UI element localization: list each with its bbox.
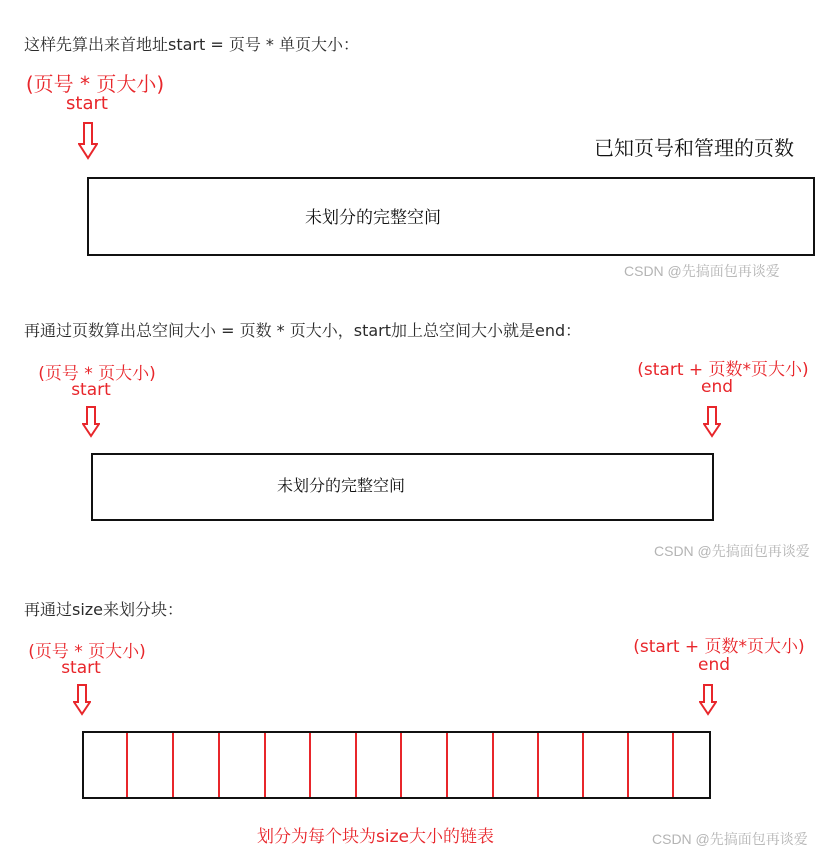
block-divider [218, 733, 220, 797]
partitioned-blocks-box [82, 731, 711, 799]
unpartitioned-space-box [87, 177, 815, 256]
section2-end-formula: (start + 页数*页大小) [637, 360, 809, 380]
block-divider [309, 733, 311, 797]
block-divider [172, 733, 174, 797]
block-divider [672, 733, 674, 797]
block-divider [537, 733, 539, 797]
block-divider [446, 733, 448, 797]
known-pages-note: 已知页号和管理的页数 [594, 136, 794, 160]
down-arrow-icon [82, 406, 100, 438]
section3-start-formula: (页号 * 页大小) [28, 642, 146, 662]
block-divider [126, 733, 128, 797]
box-label: 未划分的完整空间 [277, 476, 406, 495]
down-arrow-icon [699, 684, 717, 716]
down-arrow-icon [703, 406, 721, 438]
watermark: CSDN @先搞面包再谈爱 [624, 263, 780, 279]
block-divider [627, 733, 629, 797]
watermark: CSDN @先搞面包再谈爱 [654, 543, 810, 559]
section2-start-formula: (页号 * 页大小) [38, 364, 156, 384]
box-label: 未划分的完整空间 [305, 208, 441, 228]
section2-start-label: start [71, 380, 111, 400]
block-divider [582, 733, 584, 797]
block-divider [264, 733, 266, 797]
section3-end-label: end [697, 655, 731, 675]
section1-start-label: start [66, 93, 108, 114]
section3-end-formula: (start + 页数*页大小) [633, 637, 805, 657]
unpartitioned-space-box [91, 453, 714, 521]
block-divider [492, 733, 494, 797]
section1-start-formula: (页号 * 页大小) [25, 72, 165, 96]
section2-end-label: end [700, 377, 734, 397]
section1-heading: 这样先算出来首地址start = 页号 * 单页大小： [24, 35, 360, 54]
section3-start-label: start [61, 658, 101, 678]
block-divider [400, 733, 402, 797]
watermark: CSDN @先搞面包再谈爱 [652, 831, 808, 847]
blocks-caption: 划分为每个块为size大小的链表 [257, 827, 494, 847]
section3-heading: 再通过size来划分块： [24, 600, 184, 619]
section2-heading: 再通过页数算出总空间大小 = 页数 * 页大小，start加上总空间大小就是end： [24, 321, 582, 340]
down-arrow-icon [73, 684, 91, 716]
down-arrow-icon [78, 122, 98, 160]
block-divider [355, 733, 357, 797]
